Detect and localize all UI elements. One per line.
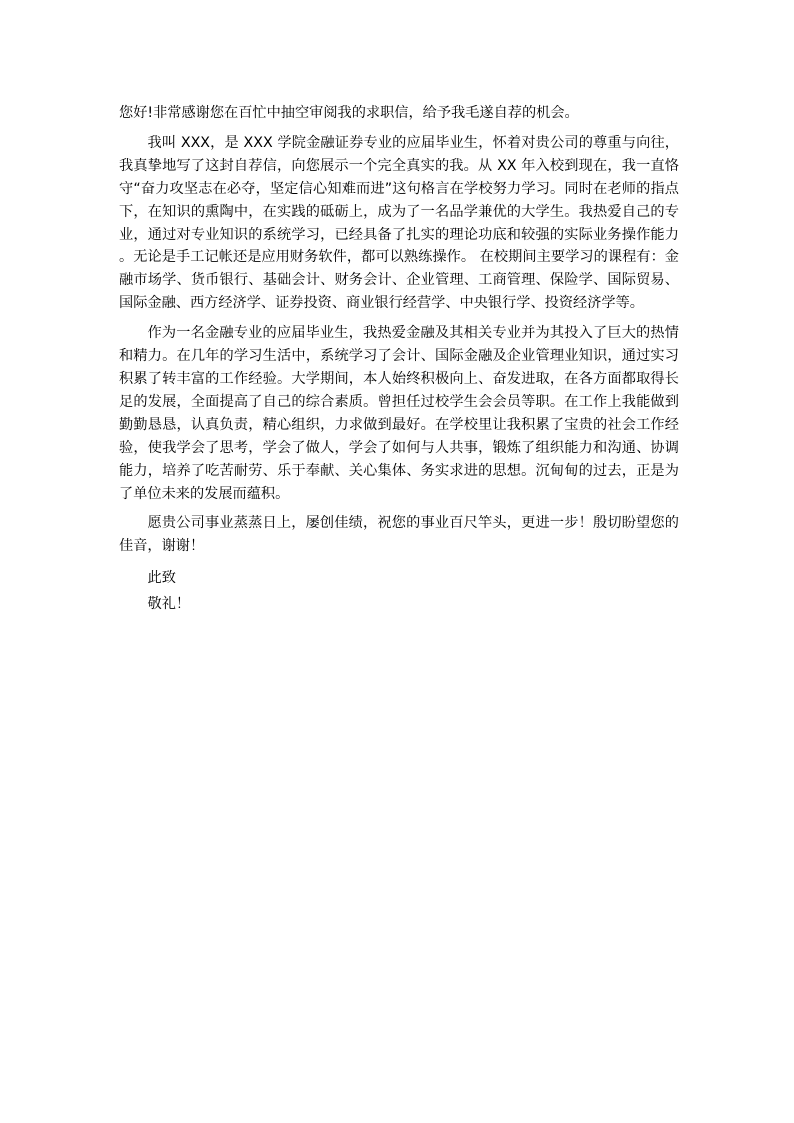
letter-paragraph-introduction: 我叫 XXX，是 XXX 学院金融证券专业的应届毕业生，怀着对贵公司的尊重与向往，我真挚地写了这封自荐信，向您展示一个完全真实的我。从 XX 年入校到现在，我一直恪守“奋力攻坚志在必夺，坚定信心知难而进”这句格言在学校努力学习。同时在老师的指点下，在知识的熏陶中，在实践的砥砺上，成为了一名品学兼优的大学生。我热爱自己的专业，通过对专业知识的系统学习，已经具备了扎实的理论功底和较强的实际业务操作能力。无论是手工记帐还是应用财务软件，都可以熟练操作。 在校期间主要学习的课程有：金融市场学、货币银行、基础会计、财务会计、企业管理、工商管理、保险学、国际贸易、国际金融、西方经济学、证券投资、商业银行经营学、中央银行学、投资经济学等。 xyxy=(119,134,679,312)
letter-salute: 敬礼！ xyxy=(147,596,191,613)
letter-paragraph-wishes: 愿贵公司事业蒸蒸日上，屡创佳绩，祝您的事业百尺竿头，更进一步！殷切盼望您的佳音，谢谢！ xyxy=(119,515,679,555)
letter-paragraph-experience: 作为一名金融专业的应届毕业生，我热爱金融及其相关专业并为其投入了巨大的热情和精力。在几年的学习生活中，系统学习了会计、国际金融及企业管理业知识，通过实习积累了转丰富的工作经验。大学期间，本人始终积极向上、奋发进取，在各方面都取得长足的发展，全面提高了自己的综合素质。曾担任过校学生会会员等职。在工作上我能做到勤勤恳恳，认真负责，精心组织，力求做到最好。在学校里让我积累了宝贵的社会工作经验，使我学会了思考，学会了做人，学会了如何与人共事，锻炼了组织能力和沟通、协调能力，培养了吃苦耐劳、乐于奉献、关心集体、务实求进的思想。沉甸甸的过去，正是为了单位未来的发展而蕴积。 xyxy=(119,325,679,502)
cover-letter-body xyxy=(119,102,679,617)
letter-greeting: 您好!非常感谢您在百忙中抽空审阅我的求职信，给予我毛遂自荐的机会。 xyxy=(119,105,579,121)
letter-closing: 此致 xyxy=(147,570,176,587)
